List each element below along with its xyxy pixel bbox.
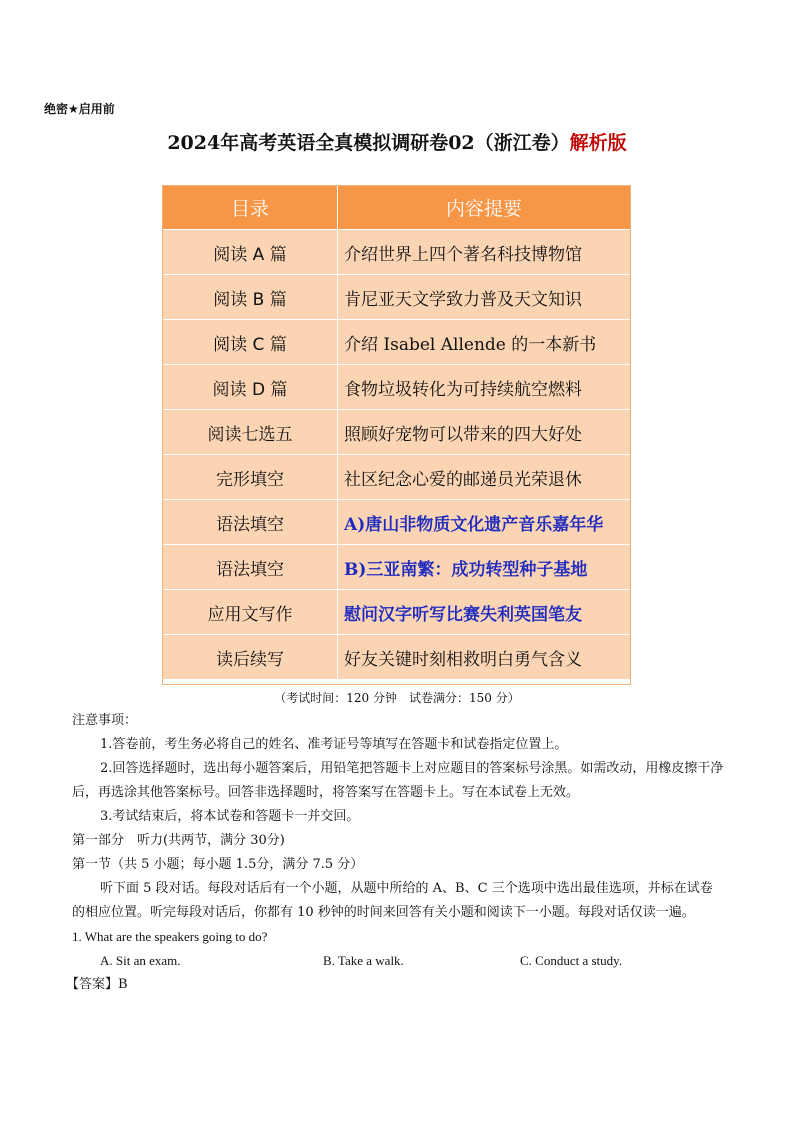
table-header-row bbox=[163, 186, 631, 230]
summary-cell: 社区纪念心爱的邮递员光荣退休 bbox=[338, 455, 631, 500]
option-a: A. Sit an exam. bbox=[100, 953, 181, 968]
section-cell: 读后续写 bbox=[163, 635, 338, 680]
section-cell: 阅读 D 篇 bbox=[163, 365, 338, 410]
page-title bbox=[0, 128, 794, 155]
summary-cell: 照顾好宠物可以带来的四大好处 bbox=[338, 410, 631, 455]
summary-cell: 肯尼亚天文学致力普及天文知识 bbox=[338, 275, 631, 320]
section-cell: 阅读 A 篇 bbox=[163, 230, 338, 275]
table-row bbox=[163, 410, 631, 455]
question-options bbox=[72, 949, 724, 973]
question-stem: 1. What are the speakers going to do? bbox=[72, 929, 268, 944]
summary-cell: 介绍世界上四个著名科技博物馆 bbox=[338, 230, 631, 275]
section1-title: 第一节（共 5 小题；每小题 1.5分，满分 7.5 分） bbox=[72, 857, 364, 872]
summary-cell: B)三亚南繁：成功转型种子基地 bbox=[338, 545, 631, 590]
confidential-label: 绝密★启用前 bbox=[44, 102, 115, 116]
section-cell: 完形填空 bbox=[163, 455, 338, 500]
title-suffix: 解析版 bbox=[569, 132, 627, 154]
table-row bbox=[163, 275, 631, 320]
section-cell: 阅读 C 篇 bbox=[163, 320, 338, 365]
section-cell: 应用文写作 bbox=[163, 590, 338, 635]
contents-table bbox=[162, 185, 631, 680]
col-header-summary: 内容提要 bbox=[338, 186, 631, 230]
table-row bbox=[163, 230, 631, 275]
section-cell: 语法填空 bbox=[163, 545, 338, 590]
table-row bbox=[163, 365, 631, 410]
notes-block bbox=[66, 709, 724, 997]
part1-title: 第一部分 听力(共两节，满分 30分) bbox=[72, 833, 285, 848]
title-main: 2024年高考英语全真模拟调研卷02（浙江卷） bbox=[167, 132, 570, 154]
note-item: 3.考试结束后，将本试卷和答题卡一并交回。 bbox=[100, 809, 360, 824]
option-c: C. Conduct a study. bbox=[520, 953, 623, 968]
table-row bbox=[163, 455, 631, 500]
option-b: B. Take a walk. bbox=[323, 953, 404, 968]
notes-heading: 注意事项： bbox=[72, 713, 138, 728]
note-item: 2.回答选择题时，选出每小题答案后，用铅笔把答题卡上对应题目的答案标号涂黑。如需改动，用橡皮擦干净后，再选涂其他答案标号。回答非选择题时，将答案写在答题卡上。写在本试卷上无效。 bbox=[72, 761, 724, 800]
summary-cell: 好友关键时刻相救明白勇气含义 bbox=[338, 635, 631, 680]
section-cell: 阅读七选五 bbox=[163, 410, 338, 455]
table-row bbox=[163, 635, 631, 680]
table-row bbox=[163, 590, 631, 635]
answer-line: 【答案】B bbox=[66, 977, 128, 992]
summary-cell: A)唐山非物质文化遗产音乐嘉年华 bbox=[338, 500, 631, 545]
section-cell: 语法填空 bbox=[163, 500, 338, 545]
summary-cell: 食物垃圾转化为可持续航空燃料 bbox=[338, 365, 631, 410]
table-row bbox=[163, 545, 631, 590]
exam-info: （考试时间：120 分钟 试卷满分：150 分） bbox=[274, 691, 520, 705]
listening-instructions: 听下面 5 段对话。每段对话后有一个小题，从题中所给的 A、B、C 三个选项中选出最佳选项，并标在试卷的相应位置。听完每段对话后，你都有 10 秒钟的时间来回答有关小题和阅读下一小题。每段对话仅读一遍。 bbox=[72, 881, 713, 920]
summary-cell: 慰问汉字听写比赛失利英国笔友 bbox=[338, 590, 631, 635]
table-row bbox=[163, 500, 631, 545]
col-header-contents: 目录 bbox=[163, 186, 338, 230]
note-item: 1.答卷前，考生务必将自己的姓名、准考证号等填写在答题卡和试卷指定位置上。 bbox=[100, 737, 568, 752]
section-cell: 阅读 B 篇 bbox=[163, 275, 338, 320]
summary-cell: 介绍 Isabel Allende 的一本新书 bbox=[338, 320, 631, 365]
table-row bbox=[163, 320, 631, 365]
